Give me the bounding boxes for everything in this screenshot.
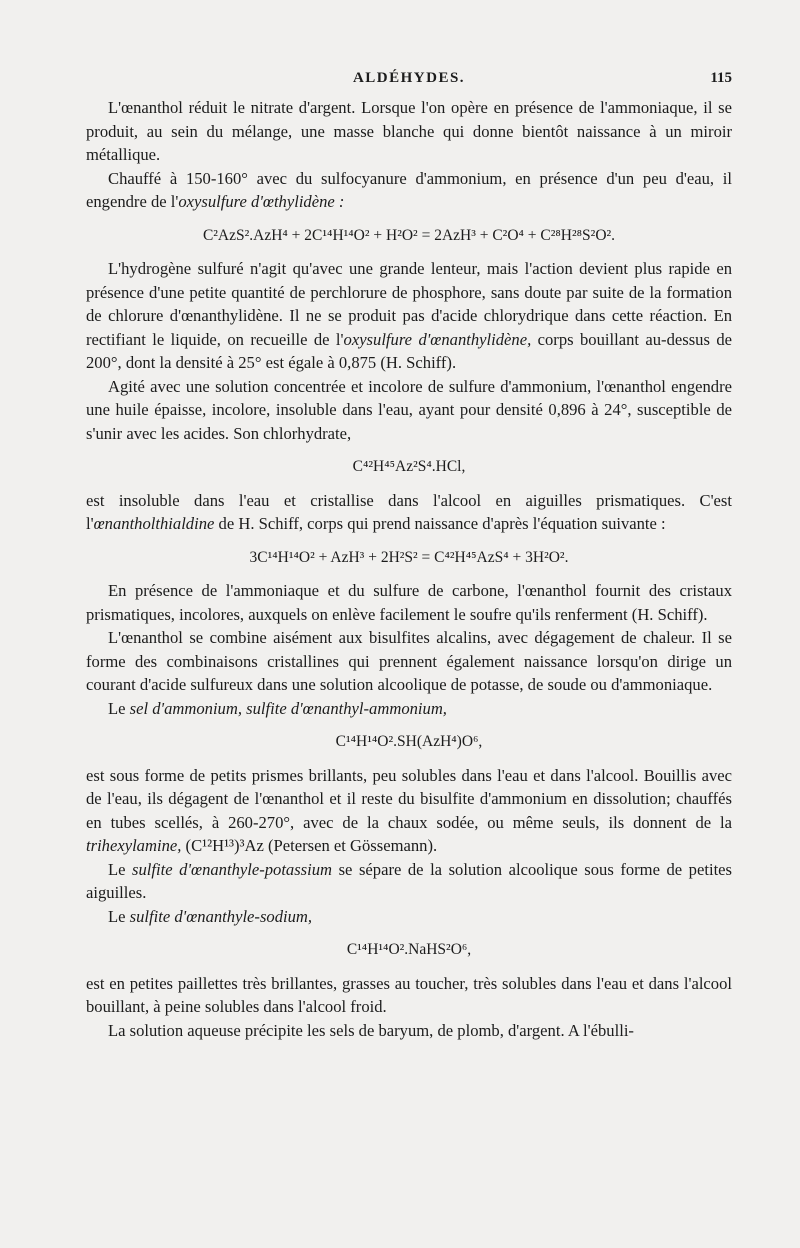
- paragraph-text: Le: [108, 698, 130, 718]
- paragraph-text: Chauffé à 150-160° avec du sulfocyanure d'ammonium, en présence d'un peu d'eau, il engendre de l': [86, 168, 732, 211]
- paragraph: [86, 905, 732, 929]
- chemical-formula: C⁴²H⁴⁵Az²S⁴.HCl,: [352, 458, 466, 475]
- paragraph-text: corps bouillant au-dessus de 200°, dont la densité à 25° est égale à 0,875 (H. Schiff).: [86, 329, 732, 372]
- paragraph: [86, 167, 732, 214]
- paragraph-text: est insoluble dans l'eau et cristallise dans l'alcool en aiguilles prismatiques. C'est l': [86, 490, 732, 533]
- page-number: 115: [710, 70, 732, 86]
- paragraph: [86, 764, 732, 858]
- paragraph-text: L'hydrogène sulfuré n'agit qu'avec une grande lenteur, mais l'action devient plus rapide en présence d'une petite quantité de perchlorure de phosphore, sans doute par suite de la formation de chlorure d'œnanthylidène. Il ne se produit pas d'acide chlorydrique dans cette réaction. En rectifiant le liquide, on recueille de l': [86, 259, 732, 349]
- paragraph-text: se sépare de la solution alcoolique sous forme de petites aiguilles.: [86, 859, 732, 902]
- paragraph-text: de H. Schiff, corps qui prend naissance d'après l'équation suivante :: [214, 514, 666, 533]
- paragraph: La solution aqueuse précipite les sels de baryum, de plomb, d'argent. A l'ébulli-: [108, 1020, 634, 1040]
- chemical-formula: 3C¹⁴H¹⁴O² + AzH³ + 2H²S² = C⁴²H⁴⁵AzS⁴ + 3H²O².: [249, 548, 569, 566]
- chemical-formula: C²AzS².AzH⁴ + 2C¹⁴H¹⁴O² + H²O² = 2AzH³ + C²O⁴ + C²⁸H²⁸S²O².: [202, 226, 616, 244]
- italic-term: œnantholthialdine: [93, 514, 215, 533]
- paragraph-text: Le: [108, 859, 133, 879]
- italic-term: trihexylamine,: [86, 836, 182, 855]
- italic-term: sulfite d'œnanthyle-potassium: [132, 859, 333, 879]
- italic-term: oxysulfure d'œthylidène :: [178, 192, 345, 211]
- paragraph: L'œnanthol se combine aisément aux bisulfites alcalins, avec dégagement de chaleur. Il se forme des combinaisons cristallines qui prennent également naissance lorsqu'on dirige un courant d'acide sulfureux dans une solution alcoolique de potasse, de soude ou d'ammoniaque.: [86, 628, 732, 694]
- paragraph: [86, 489, 732, 536]
- chemical-formula: C¹⁴H¹⁴O².NaHS²O⁶,: [346, 941, 472, 958]
- paragraph: [86, 858, 732, 905]
- page-header: [86, 64, 732, 88]
- paragraph: [86, 257, 732, 375]
- running-title: ALDÉHYDES.: [352, 70, 466, 86]
- paragraph-text: Le: [108, 906, 130, 926]
- paragraph-text: (C¹²H¹³)³Az (Petersen et Gössemann).: [181, 836, 438, 855]
- paragraph: L'œnanthol réduit le nitrate d'argent. Lorsque l'on opère en présence de l'ammoniaque, il se produit, au sein du mélange, une masse blanche qui donne bientôt naissance à un miroir métallique.: [86, 98, 732, 164]
- italic-term: sel d'ammonium, sulfite d'œnanthyl-ammonium,: [129, 698, 447, 718]
- italic-term: oxysulfure d'œnanthylidène,: [343, 329, 532, 349]
- paragraph: est en petites paillettes très brillantes, grasses au toucher, très solubles dans l'eau et dans l'alcool bouillant, à peine solubles dans l'alcool froid.: [86, 973, 732, 1016]
- paragraph: [86, 697, 732, 721]
- chemical-formula: C¹⁴H¹⁴O².SH(AzH⁴)O⁶,: [335, 733, 483, 750]
- paragraph: En présence de l'ammoniaque et du sulfure de carbone, l'œnanthol fournit des cristaux prismatiques, incolores, auxquels on enlève facilement le soufre qu'ils renferment (H. Schiff).: [86, 581, 732, 624]
- paragraph: Agité avec une solution concentrée et incolore de sulfure d'ammonium, l'œnanthol engendre une huile épaisse, incolore, insoluble dans l'eau, ayant pour densité 0,896 à 24°, susceptible de s'unir avec les acides. Son chlorhydrate,: [86, 376, 732, 443]
- paragraph-text: est sous forme de petits prismes brillants, peu solubles dans l'eau et dans l'alcool. Bouillis avec de l'eau, ils dégagent de l'œnanthol et il reste du bisulfite d'ammonium en dissolution; chauffés en tubes scellés, à 260-270°, avec de la chaux sodée, ou même seuls, ils donnent de la: [86, 765, 732, 832]
- italic-term: sulfite d'œnanthyle-sodium,: [129, 906, 313, 926]
- page-body: [86, 96, 732, 1042]
